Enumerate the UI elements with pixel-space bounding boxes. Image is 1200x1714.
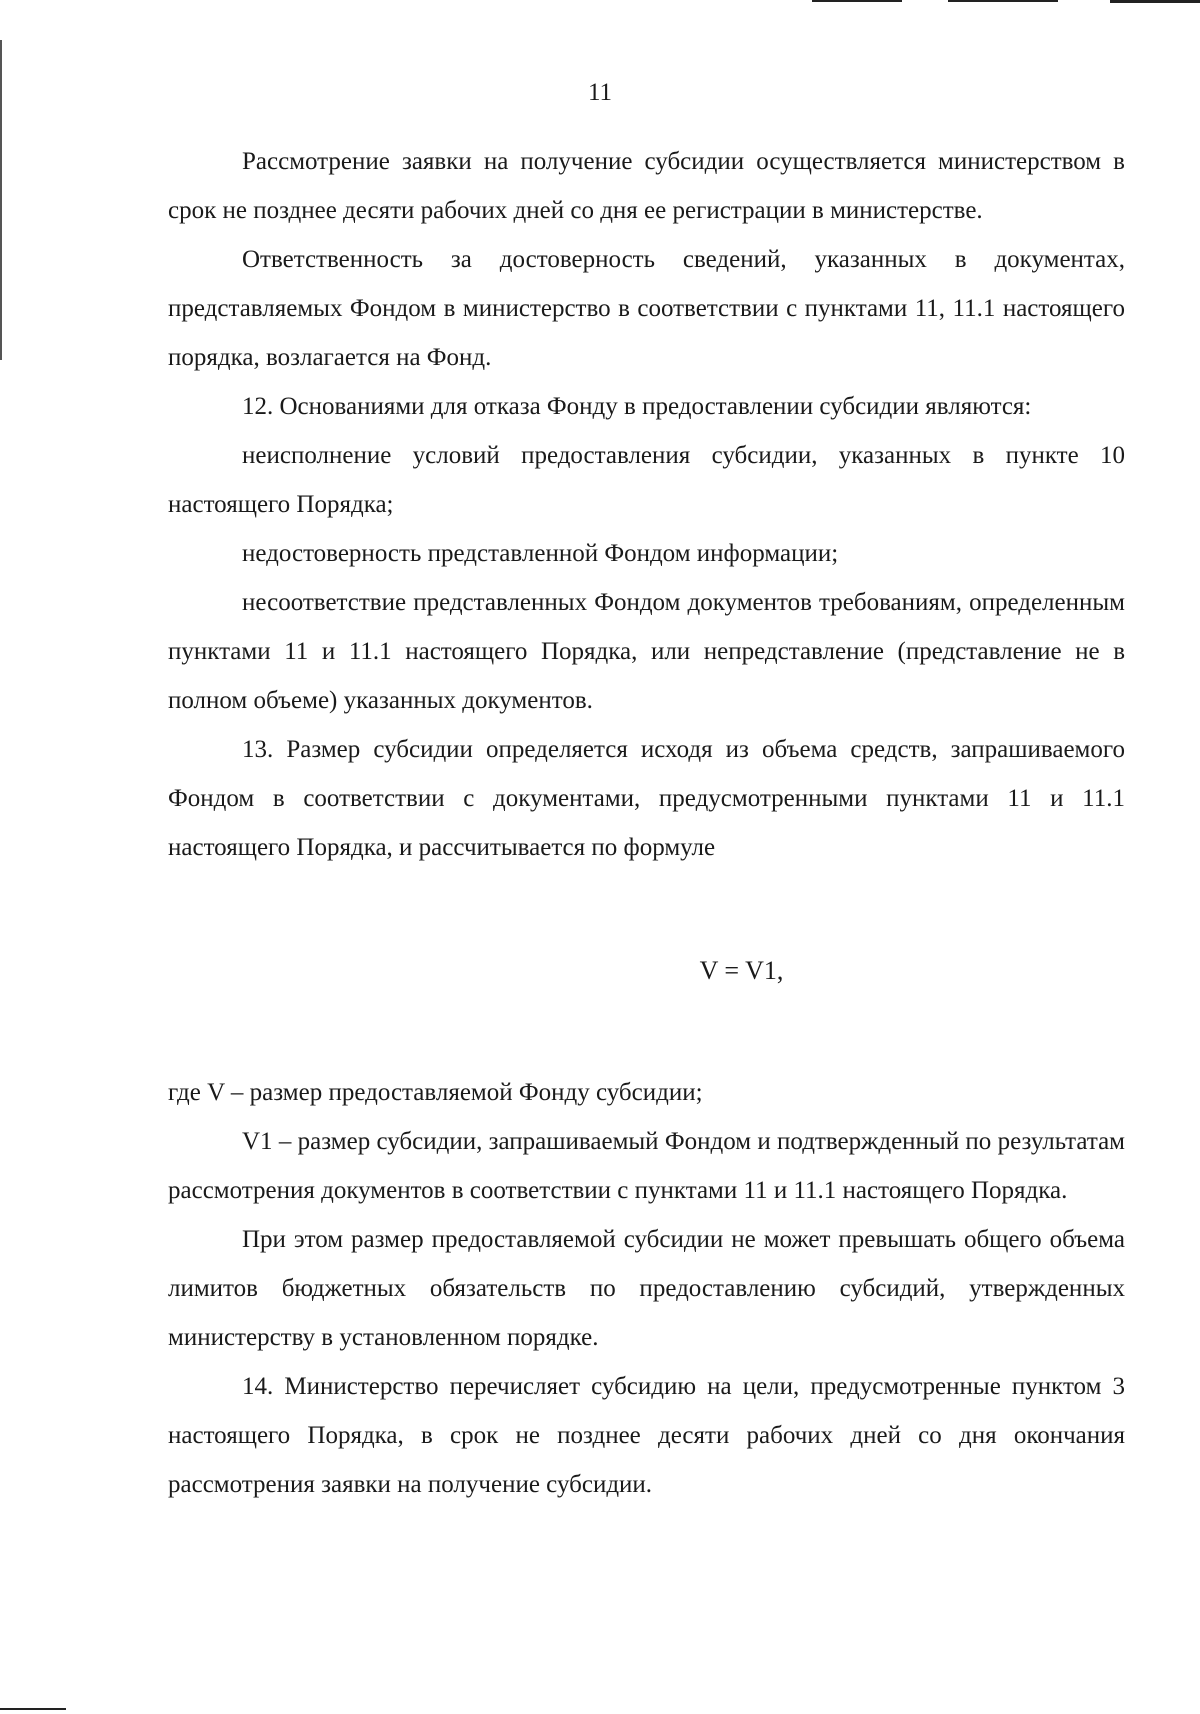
- paragraph-where-v: где V – размер предоставляемой Фонду субсидии;: [168, 1079, 703, 1106]
- document-body: [168, 137, 1125, 1509]
- paragraph-transfer: 14. Министерство перечисляет субсидию на цели, предусмотренные пунктом 3 настоящего Порядка, в срок не позднее десяти рабочих дней со дня окончания рассмотрения заявки на получение субсидии.: [168, 1373, 1125, 1498]
- paragraph-v1-definition: V1 – размер субсидии, запрашиваемый Фондом и подтвержденный по результатам рассмотрения документов в соответствии с пунктами 11 и 11.1 настоящего Порядка.: [168, 1128, 1125, 1204]
- paragraph-limit: При этом размер предоставляемой субсидии не может превышать общего объема лимитов бюджетных обязательств по предоставлению субсидий, утвержденных министерству в установленном порядке.: [168, 1226, 1125, 1351]
- paragraph-responsibility: Ответственность за достоверность сведений, указанных в документах, представляемых Фондом в министерство в соответствии с пунктами 11, 11.1 настоящего порядка, возлагается на Фонд.: [168, 246, 1125, 371]
- scan-edge-top-line-2: [948, 0, 1058, 2]
- page-number: 11: [587, 79, 613, 106]
- scan-edge-top-line-3: [1110, 0, 1200, 3]
- formula-block: [168, 872, 1125, 1068]
- paragraph-nonfulfillment: неисполнение условий предоставления субсидии, указанных в пункте 10 настоящего Порядка;: [168, 442, 1125, 518]
- formula: V = V1,: [699, 955, 784, 985]
- paragraph-review-term: Рассмотрение заявки на получение субсидии осуществляется министерством в срок не позднее десяти рабочих дней со дня ее регистрации в министерстве.: [168, 148, 1125, 224]
- scan-edge-top-line-1: [812, 0, 902, 2]
- scan-edge-bottom-line: [0, 1708, 66, 1710]
- paragraph-noncompliance: несоответствие представленных Фондом документов требованиям, определенным пунктами 11 и 11.1 настоящего Порядка, или непредставление (представление не в полном объеме) указанных документов.: [168, 589, 1125, 714]
- paragraph-refusal-grounds: 12. Основаниями для отказа Фонду в предоставлении субсидии являются:: [242, 393, 1032, 420]
- paragraph-unreliable-info: недостоверность представленной Фондом информации;: [242, 540, 839, 567]
- paragraph-subsidy-size: 13. Размер субсидии определяется исходя из объема средств, запрашиваемого Фондом в соответствии с документами, предусмотренными пунктами 11 и 11.1 настоящего Порядка, и рассчитывается по формуле: [168, 736, 1125, 861]
